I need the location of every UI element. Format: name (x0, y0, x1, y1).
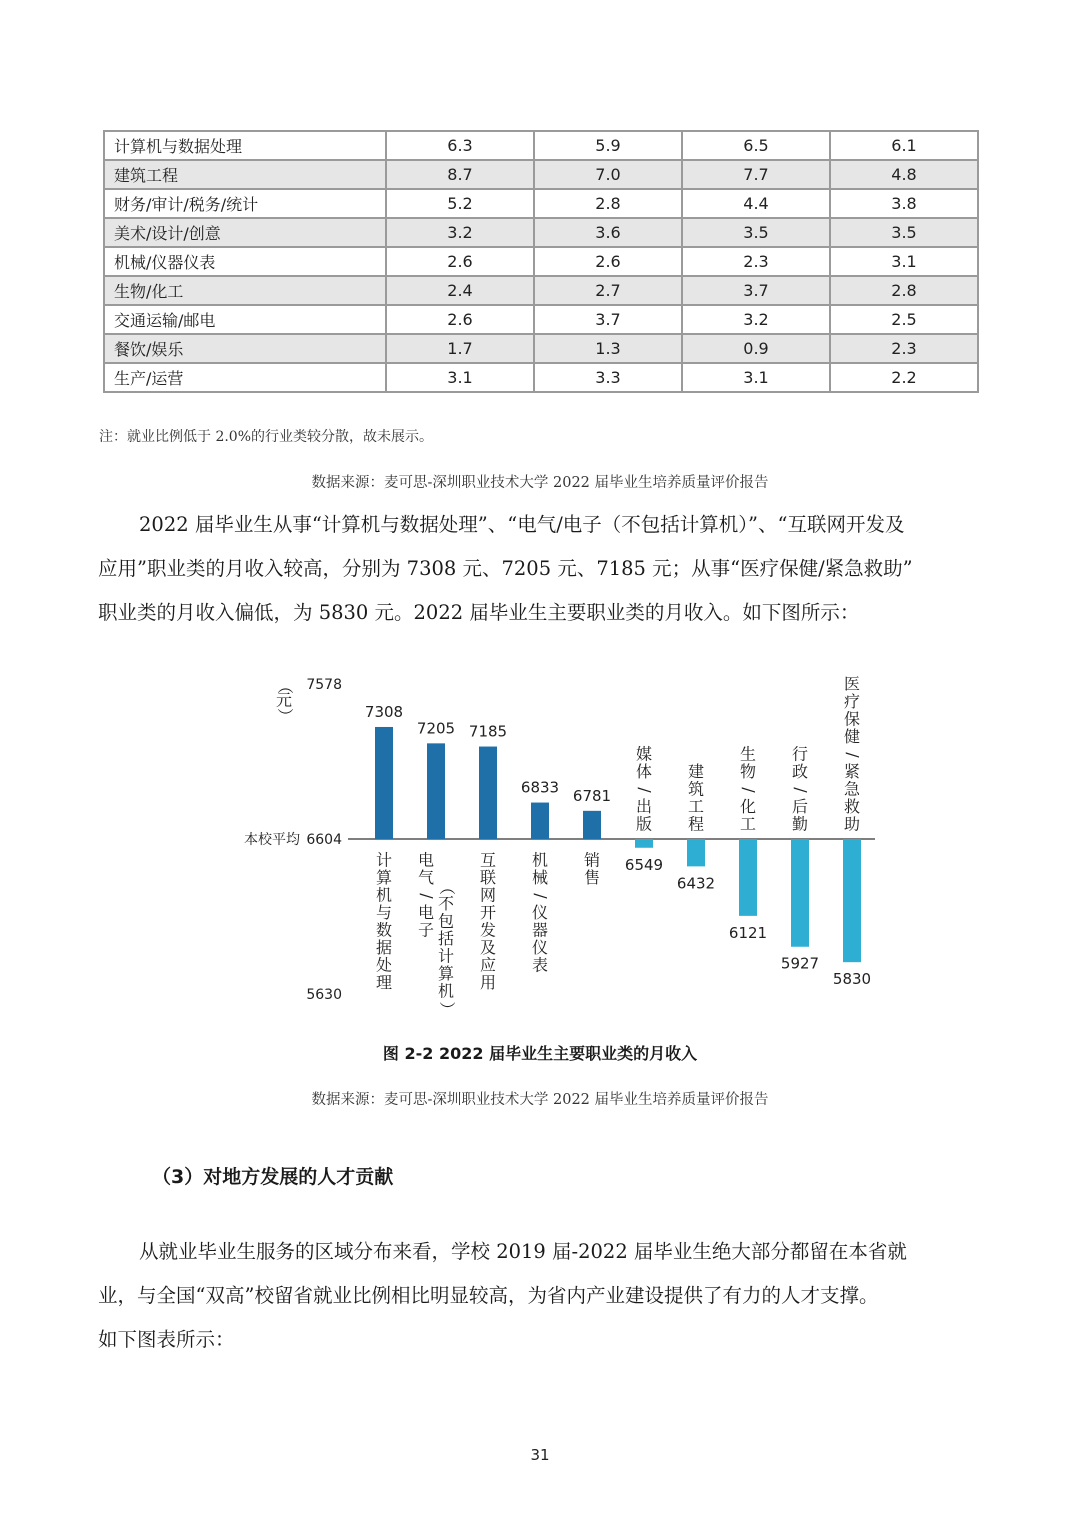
unit-label-char: ） (275, 707, 295, 725)
paragraph-line: 从就业毕业生服务的区域分布来看，学校 2019 届-2022 届毕业生绝大部分都留在本省就 (139, 1240, 907, 1263)
category-label-char: 机 (531, 850, 549, 870)
unit-label-char: 元 (275, 690, 293, 710)
bar (375, 727, 393, 839)
category-label-char: / (417, 893, 437, 899)
table-cell: 2.3 (682, 247, 830, 276)
category-label-char: 勤 (791, 814, 809, 834)
table-cell: 2.3 (830, 334, 978, 363)
category-label-char: 机 (375, 885, 393, 905)
category-label-char: / (531, 893, 551, 899)
category-label-char: 筑 (687, 779, 705, 799)
category-label-char: 电 (417, 903, 435, 922)
ytick-label: 6604 (306, 832, 342, 848)
category-label-char: 用 (479, 973, 497, 992)
category-label-char: 工 (687, 797, 705, 816)
category-label-char: 处 (375, 955, 393, 975)
table-cell: 2.7 (534, 276, 682, 305)
category-label-char: 互 (479, 850, 497, 870)
table-cell: 3.1 (386, 363, 534, 392)
value-label: 6432 (676, 874, 716, 893)
category-label-char: 医 (843, 674, 861, 694)
category-label-char: 机 (437, 981, 455, 1001)
category-label-char: 计 (375, 850, 393, 870)
row-label: 机械/仪器仪表 (104, 247, 386, 276)
table-cell: 3.3 (534, 363, 682, 392)
category-label-char: 算 (437, 964, 455, 983)
category-label-char: 表 (531, 955, 549, 975)
value-label: 6549 (624, 855, 664, 874)
table-cell: 3.1 (682, 363, 830, 392)
category-label-char: 健 (843, 727, 861, 746)
value-label: 5927 (780, 954, 820, 973)
category-label-char: 应 (479, 955, 497, 975)
value-label: 7308 (364, 702, 404, 721)
category-label-char: 气 (417, 868, 435, 887)
paragraph-line: 2022 届毕业生从事“计算机与数据处理”、“电气/电子（不包括计算机）”、“互联网开发及 (139, 513, 905, 536)
paragraph-line: 应用”职业类的月收入较高，分别为 7308 元、7205 元、7185 元；从事“医疗保健/紧急救助” (98, 557, 913, 580)
bar (635, 839, 653, 848)
category-label-char: 物 (739, 762, 757, 781)
table-cell: 1.3 (534, 334, 682, 363)
category-label-char: 理 (375, 973, 393, 992)
table-cell: 3.7 (534, 305, 682, 334)
category-label-char: 与 (375, 903, 393, 922)
category-label-char: （ (437, 878, 457, 896)
value-label: 6833 (520, 778, 560, 797)
table-cell: 2.8 (830, 276, 978, 305)
bar (687, 839, 705, 866)
value-label: 6121 (728, 923, 768, 942)
category-label-char: 销 (583, 850, 601, 870)
table-cell: 3.5 (830, 218, 978, 247)
section-heading: （3）对地方发展的人才贡献 (152, 1166, 394, 1188)
category-label-char: 保 (843, 709, 861, 729)
bar (531, 803, 549, 839)
data-source-2: 数据来源：麦可思-深圳职业技术大学 2022 届毕业生培养质量评价报告 (311, 1092, 769, 1108)
category-label-char: 急 (843, 779, 861, 799)
category-label-char: 体 (635, 762, 653, 781)
category-label-char: / (635, 787, 655, 793)
bar (791, 839, 809, 947)
category-label-char: 售 (583, 868, 601, 887)
category-label-char: / (843, 752, 863, 758)
category-label-char: 出 (635, 797, 653, 816)
category-label-char: 及 (479, 938, 497, 957)
table-cell: 6.3 (386, 131, 534, 160)
category-label-char: 媒 (635, 744, 653, 764)
category-label-char: 助 (843, 814, 861, 834)
table-cell: 2.4 (386, 276, 534, 305)
table-cell: 3.5 (682, 218, 830, 247)
category-label-char: 子 (417, 920, 435, 940)
category-label-char: 版 (635, 814, 653, 834)
table-cell: 2.6 (534, 247, 682, 276)
category-label-char: 行 (791, 744, 809, 764)
category-label-char: 后 (791, 797, 809, 816)
paragraph-line: 业，与全国“双高”校留省就业比例相比明显较高，为省内产业建设提供了有力的人才支撑。 (98, 1284, 879, 1307)
value-label: 7205 (416, 719, 456, 738)
row-label: 财务/审计/税务/统计 (104, 189, 386, 218)
table-cell: 1.7 (386, 334, 534, 363)
category-label-char: 紧 (843, 762, 861, 781)
unit-label-char: （ (275, 677, 295, 695)
category-label-char: 发 (479, 920, 497, 940)
table-cell: 2.6 (386, 305, 534, 334)
bar (427, 743, 445, 839)
row-label: 计算机与数据处理 (104, 131, 386, 160)
table-cell: 5.9 (534, 131, 682, 160)
row-label: 美术/设计/创意 (104, 218, 386, 247)
ytick-label: 5630 (306, 987, 342, 1003)
figure-caption: 图 2-2 2022 届毕业生主要职业类的月收入 (382, 1044, 698, 1063)
table-cell: 3.7 (682, 276, 830, 305)
category-label-char: 括 (437, 929, 455, 948)
table-cell: 3.2 (682, 305, 830, 334)
table-cell: 5.2 (386, 189, 534, 218)
paragraph-line: 职业类的月收入偏低，为 5830 元。2022 届毕业生主要职业类的月收入。如下图所示： (98, 601, 860, 624)
table-cell: 3.6 (534, 218, 682, 247)
category-label-char: / (739, 787, 759, 793)
category-label-char: 政 (791, 762, 809, 781)
category-label-char: 算 (375, 868, 393, 887)
category-label-char: 器 (531, 920, 549, 940)
ytick-label: 7578 (306, 677, 342, 693)
category-label-char: 仪 (531, 903, 549, 922)
category-label-char: 联 (479, 868, 497, 887)
value-label: 6781 (572, 786, 612, 805)
category-label-char: 不 (437, 894, 455, 913)
category-label-char: 救 (843, 797, 861, 816)
category-label-char: 开 (479, 903, 497, 922)
row-label: 建筑工程 (104, 160, 386, 189)
table-cell: 4.4 (682, 189, 830, 218)
table-cell: 4.8 (830, 160, 978, 189)
row-label: 生物/化工 (104, 276, 386, 305)
data-source-1: 数据来源：麦可思-深圳职业技术大学 2022 届毕业生培养质量评价报告 (311, 475, 769, 491)
category-label-char: 工 (739, 814, 757, 834)
bar (739, 839, 757, 916)
category-label-char: 电 (417, 850, 435, 870)
row-label: 生产/运营 (104, 363, 386, 392)
table-cell: 7.0 (534, 160, 682, 189)
table-cell: 2.5 (830, 305, 978, 334)
table-cell: 6.5 (682, 131, 830, 160)
category-label-char: 包 (437, 911, 455, 931)
paragraph-line: 如下图表所示： (98, 1328, 235, 1351)
category-label-char: 仪 (531, 938, 549, 957)
page-number: 31 (530, 1446, 550, 1464)
category-label-char: 械 (531, 868, 549, 887)
table-note: 注：就业比例低于 2.0%的行业类较分散，故未展示。 (99, 429, 434, 445)
category-label-char: 据 (375, 938, 393, 957)
table-cell: 8.7 (386, 160, 534, 189)
category-label-char: 数 (375, 920, 393, 940)
row-label: 餐饮/娱乐 (104, 334, 386, 363)
category-label-char: 网 (479, 885, 497, 905)
category-label-char: 建 (687, 762, 705, 781)
category-label-char: 疗 (843, 692, 861, 711)
bar (843, 839, 861, 962)
category-label-char: 化 (739, 797, 757, 816)
bar (583, 811, 601, 839)
table-cell: 3.2 (386, 218, 534, 247)
category-label-char: 计 (437, 946, 455, 966)
region-paragraph (98, 1230, 982, 1362)
table-cell: 3.1 (830, 247, 978, 276)
category-label-char: 生 (739, 744, 757, 764)
table-cell: 3.8 (830, 189, 978, 218)
chart-labels (244, 675, 871, 1018)
table-cell: 7.7 (682, 160, 830, 189)
baseline-label: 本校平均 (244, 832, 300, 848)
category-label-char: 程 (687, 814, 705, 834)
table-cell: 0.9 (682, 334, 830, 363)
bar (479, 747, 497, 839)
value-label: 5830 (832, 970, 872, 989)
row-label: 交通运输/邮电 (104, 305, 386, 334)
table-cell: 6.1 (830, 131, 978, 160)
table-cell: 2.8 (534, 189, 682, 218)
category-label-char: / (791, 787, 811, 793)
category-label-char: ） (437, 1001, 457, 1018)
table-cell: 2.6 (386, 247, 534, 276)
value-label: 7185 (468, 722, 508, 741)
table-cell: 2.2 (830, 363, 978, 392)
